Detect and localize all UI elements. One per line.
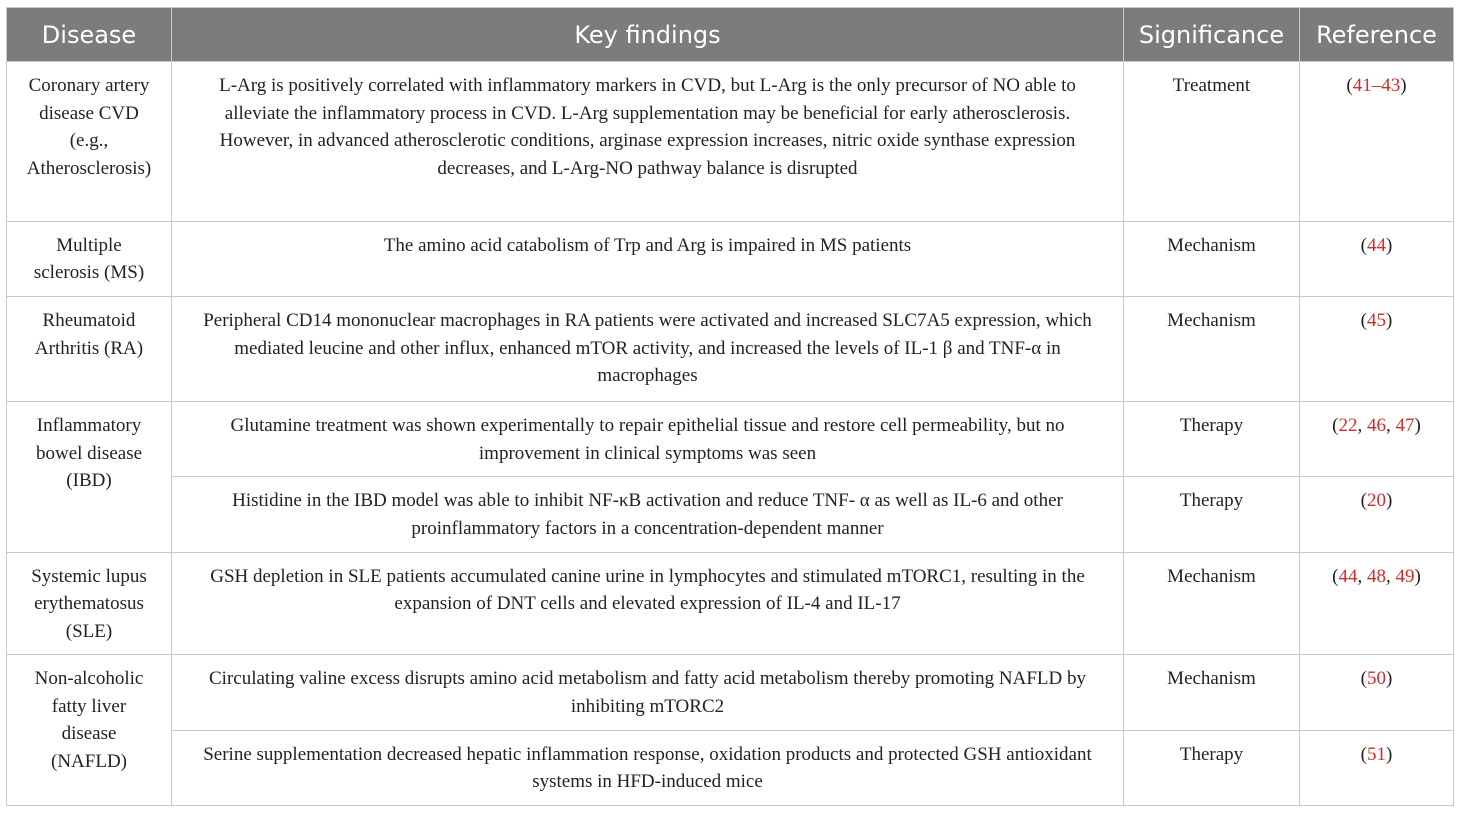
table-row	[7, 402, 1454, 477]
reference-link[interactable]: 44	[1367, 234, 1386, 256]
reference-cell: (20)	[1300, 477, 1454, 552]
disease-cvd: Coronary artery disease CVD (e.g., Atherosclerosis)	[26, 75, 152, 179]
disease-nafld: Non-alcoholic fatty liver disease (NAFLD)	[34, 668, 144, 772]
disease-ra: Rheumatoid Arthritis (RA)	[34, 310, 144, 359]
header-significance: Significance	[1124, 8, 1300, 62]
findings-cell: Circulating valine excess disrupts amino acid metabolism and fatty acid metabolism thereby promoting NAFLD by inhibiting mTORC2	[172, 655, 1124, 730]
findings-cell: The amino acid catabolism of Trp and Arg is impaired in MS patients	[172, 221, 1124, 296]
significance-cell: Treatment	[1124, 62, 1300, 222]
reference-cell: (50)	[1300, 655, 1454, 730]
significance-cell: Mechanism	[1124, 297, 1300, 402]
reference-link[interactable]: 44	[1338, 565, 1358, 587]
disease-cell	[7, 221, 172, 296]
disease-cell	[7, 62, 172, 222]
table-row	[7, 477, 1454, 552]
reference-link[interactable]: 47	[1395, 415, 1415, 437]
header-reference: Reference	[1300, 8, 1454, 62]
reference-link[interactable]: 46	[1367, 415, 1386, 437]
table-row	[7, 552, 1454, 654]
reference-cell: (51)	[1300, 730, 1454, 806]
significance-cell: Mechanism	[1124, 655, 1300, 730]
reference-link[interactable]: 49	[1395, 565, 1415, 587]
findings-cell: Histidine in the IBD model was able to inhibit NF-κB activation and reduce TNF- α as well as IL-6 and other proinflammatory factors in a concentration-dependent manner	[172, 477, 1124, 552]
disease-ms: Multiple sclerosis (MS)	[33, 234, 145, 284]
reference-link[interactable]: 41–43	[1352, 75, 1401, 96]
reference-link[interactable]: 22	[1338, 415, 1358, 437]
table-row	[7, 62, 1454, 222]
findings-cell: GSH depletion in SLE patients accumulated canine urine in lymphocytes and stimulated mTORC1, resulting in the expansion of DNT cells and elevated expression of IL-4 and IL-17	[172, 552, 1124, 654]
disease-ibd: Inflammatory bowel disease (IBD)	[35, 415, 143, 492]
table-row	[7, 297, 1454, 402]
table-row	[7, 655, 1454, 730]
reference-cell: (22, 46, 47)	[1300, 402, 1454, 477]
significance-cell: Mechanism	[1124, 552, 1300, 654]
significance-cell: Therapy	[1124, 477, 1300, 552]
reference-link[interactable]: 48	[1367, 565, 1386, 587]
reference-cell: (41–43)	[1300, 62, 1454, 222]
significance-cell: Therapy	[1124, 402, 1300, 477]
disease-cell	[7, 297, 172, 402]
reference-link[interactable]: 20	[1367, 490, 1386, 512]
table-row	[7, 730, 1454, 806]
table-row	[7, 221, 1454, 296]
disease-sle: Systemic lupus erythematosus (SLE)	[31, 565, 147, 642]
header-key-findings: Key findings	[172, 8, 1124, 62]
findings-cell: Serine supplementation decreased hepatic inflammation response, oxidation products and protected GSH antioxidant systems in HFD-induced mice	[172, 730, 1124, 806]
findings-cell: Glutamine treatment was shown experimentally to repair epithelial tissue and restore cell permeability, but no improvement in clinical symptoms was seen	[172, 402, 1124, 477]
reference-cell: (44, 48, 49)	[1300, 552, 1454, 654]
significance-cell: Mechanism	[1124, 221, 1300, 296]
findings-cell: Peripheral CD14 mononuclear macrophages in RA patients were activated and increased SLC7A5 expression, which mediated leucine and other influx, enhanced mTOR activity, and increased the levels of IL-1 β and TNF-α in macrophages	[172, 297, 1124, 402]
reference-cell: (45)	[1300, 297, 1454, 402]
findings-cell: L-Arg is positively correlated with inflammatory markers in CVD, but L-Arg is the only precursor of NO able to alleviate the inflammatory process in CVD. L-Arg supplementation may be beneficial for early atherosclerosis. However, in advanced atherosclerotic conditions, arginase expression increases, nitric oxide synthase expression decreases, and L-Arg-NO pathway balance is disrupted	[172, 62, 1124, 222]
reference-link[interactable]: 51	[1367, 743, 1386, 765]
significance-cell: Therapy	[1124, 730, 1300, 806]
disease-cell	[7, 402, 172, 553]
disease-cell	[7, 655, 172, 806]
disease-findings-table	[6, 7, 1454, 806]
reference-cell: (44)	[1300, 221, 1454, 296]
reference-link[interactable]: 50	[1367, 668, 1386, 690]
header-row	[7, 8, 1454, 62]
reference-link[interactable]: 45	[1367, 310, 1386, 332]
disease-cell	[7, 552, 172, 654]
header-disease: Disease	[7, 8, 172, 62]
